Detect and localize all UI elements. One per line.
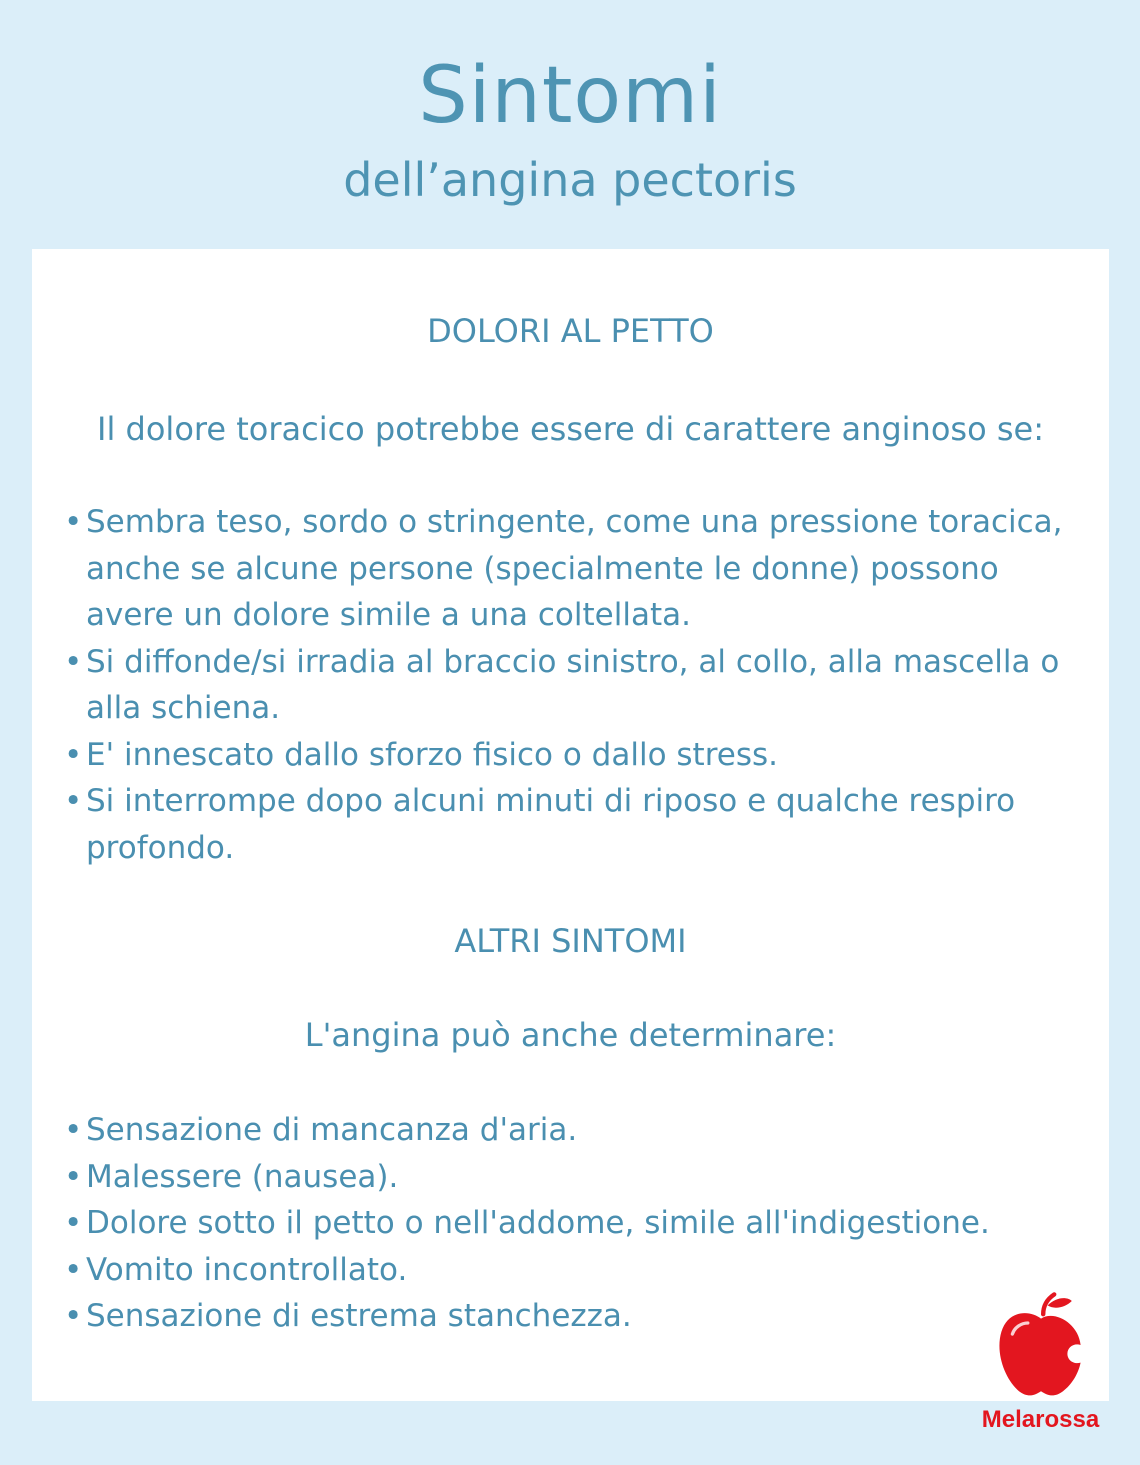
content-card — [32, 249, 1109, 1401]
brand-name: Melarossa — [981, 1406, 1100, 1433]
list-item — [64, 1154, 1064, 1201]
list-item-text: Dolore sotto il petto o nell'addome, simile all'indigestione. — [86, 1205, 990, 1241]
page-subtitle: dell’angina pectoris — [343, 153, 797, 207]
list-item — [64, 1293, 1064, 1340]
list-item — [64, 499, 1064, 639]
list-item — [64, 732, 1064, 779]
list-item-text: Sensazione di mancanza d'aria. — [86, 1112, 578, 1148]
bullet: • — [64, 1158, 83, 1195]
list-item-text: Si diffonde/si irradia al braccio sinistro, al collo, alla mascella o alla schiena. — [86, 643, 1060, 726]
chest-pain-list — [64, 499, 1064, 871]
list-item-text: Si interrompe dopo alcuni minuti di riposo e qualche respiro profondo. — [86, 783, 1016, 866]
section-intro-other-symptoms: L'angina può anche determinare: — [304, 1016, 837, 1054]
list-item-text: Vomito incontrollato. — [86, 1251, 408, 1288]
list-item-text: E' innescato dallo sforzo fisico o dallo stress. — [86, 736, 778, 773]
bullet: • — [64, 1251, 83, 1288]
bullet: • — [64, 504, 83, 540]
apple-icon — [986, 1290, 1096, 1400]
list-item — [64, 1247, 1064, 1294]
bullet: • — [64, 643, 83, 680]
list-item — [64, 1107, 1064, 1154]
section-intro-chest-pain: Il dolore toracico potrebbe essere di carattere anginoso se: — [97, 410, 1044, 448]
melarossa-logo — [968, 1290, 1113, 1445]
bullet: • — [64, 1205, 83, 1241]
section-heading-other-symptoms: ALTRI SINTOMI — [454, 922, 687, 960]
list-item — [64, 639, 1064, 732]
bullet: • — [64, 736, 83, 773]
list-item-text: Sembra teso, sordo o stringente, come una pressione toracica, anche se alcune persone (specialmente le donne) possono avere un dolore simile a una coltellata. — [86, 504, 1063, 633]
bullet: • — [64, 1298, 83, 1334]
section-heading-chest-pain: DOLORI AL PETTO — [427, 312, 714, 350]
list-item — [64, 778, 1064, 871]
page-title: Sintomi — [418, 51, 722, 141]
list-item — [64, 1200, 1064, 1247]
list-item-text: Malessere (nausea). — [86, 1158, 399, 1195]
list-item-text: Sensazione di estrema stanchezza. — [86, 1298, 632, 1334]
bullet: • — [64, 783, 83, 819]
bullet: • — [64, 1112, 83, 1148]
other-symptoms-list — [64, 1107, 1064, 1340]
